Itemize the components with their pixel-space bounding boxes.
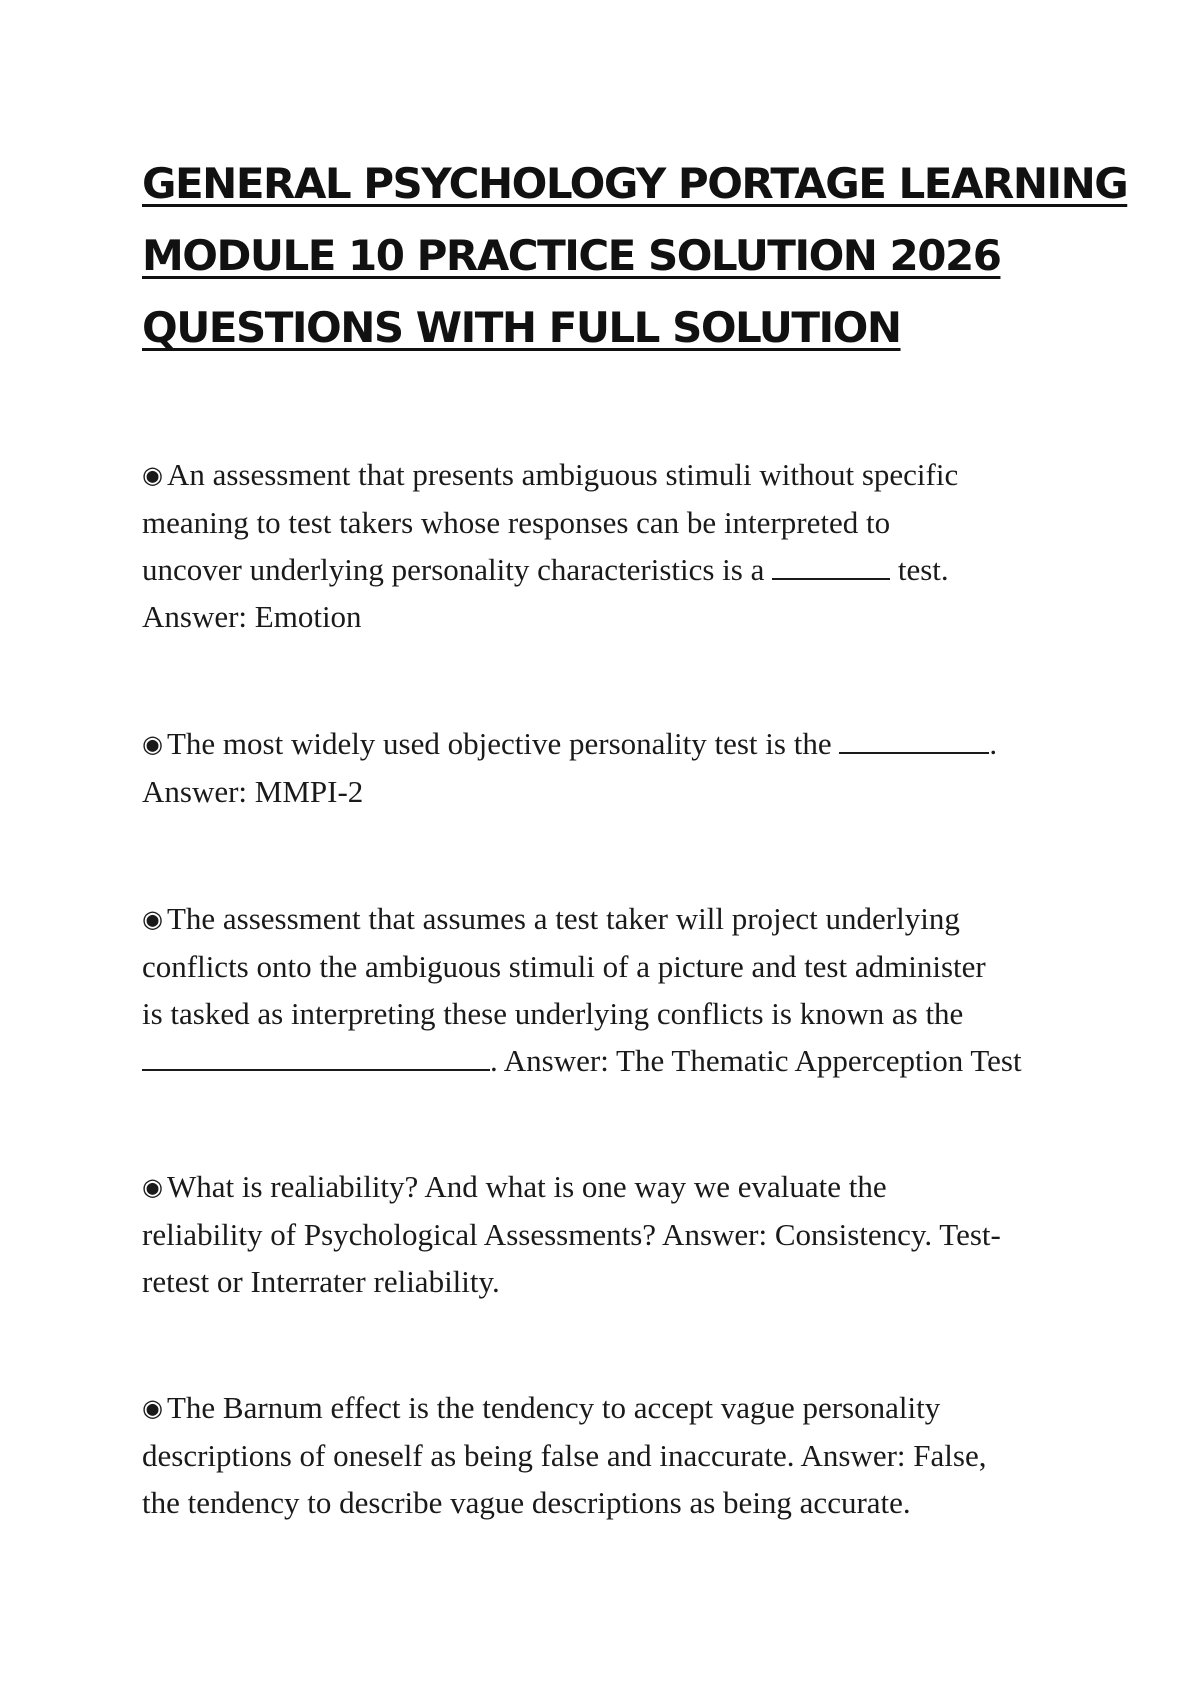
question-1-answer: Answer: Emotion bbox=[142, 599, 362, 634]
question-5-line-2: descriptions of oneself as being false and inaccurate. Answer: False, bbox=[142, 1438, 987, 1473]
question-5-line-1: The Barnum effect is the tendency to accept vague personality bbox=[166, 1390, 941, 1425]
question-2-answer: Answer: MMPI-2 bbox=[142, 774, 364, 809]
question-3-line-1: The assessment that assumes a test taker will project underlying bbox=[166, 901, 960, 936]
title-line-3: QUESTIONS WITH FULL SOLUTION bbox=[142, 303, 901, 352]
question-item-1 bbox=[142, 451, 1072, 640]
radio-bullet-icon: ◉ bbox=[142, 905, 163, 933]
title-line-2: MODULE 10 PRACTICE SOLUTION 2026 bbox=[142, 231, 1001, 280]
radio-bullet-icon: ◉ bbox=[142, 1173, 163, 1201]
question-1-after-blank: test. bbox=[897, 552, 949, 587]
question-3-line-2: conflicts onto the ambiguous stimuli of a picture and test administer bbox=[142, 949, 986, 984]
question-item-2 bbox=[142, 720, 1072, 815]
question-3-line-3: is tasked as interpreting these underlying conflicts is known as the bbox=[142, 996, 964, 1031]
radio-bullet-icon: ◉ bbox=[142, 461, 163, 489]
question-1-line-1: An assessment that presents ambiguous stimuli without specific bbox=[166, 457, 959, 492]
question-1-line-3: uncover underlying personality characteristics is a bbox=[142, 552, 765, 587]
answer-blank bbox=[142, 1045, 490, 1071]
question-2-after-blank: . bbox=[989, 726, 998, 761]
question-item-5 bbox=[142, 1384, 1072, 1526]
question-4-line-1: What is realiability? And what is one way we evaluate the bbox=[166, 1169, 887, 1204]
question-3-after-blank: . Answer: The Thematic Apperception Test bbox=[490, 1043, 1022, 1078]
radio-bullet-icon: ◉ bbox=[142, 1394, 163, 1422]
question-1-line-2: meaning to test takers whose responses can be interpreted to bbox=[142, 505, 891, 540]
answer-blank bbox=[839, 728, 989, 754]
answer-blank bbox=[772, 554, 890, 580]
title-line-1: GENERAL PSYCHOLOGY PORTAGE LEARNING bbox=[142, 159, 1128, 208]
question-4-line-3: retest or Interrater reliability. bbox=[142, 1264, 500, 1299]
radio-bullet-icon: ◉ bbox=[142, 730, 163, 758]
question-2-text: The most widely used objective personality test is the bbox=[166, 726, 832, 761]
document-title bbox=[142, 148, 1128, 364]
question-5-line-3: the tendency to describe vague descriptions as being accurate. bbox=[142, 1485, 911, 1520]
question-4-line-2: reliability of Psychological Assessments? Answer: Consistency. Test- bbox=[142, 1217, 1001, 1252]
question-item-4 bbox=[142, 1163, 1072, 1305]
question-item-3 bbox=[142, 895, 1072, 1084]
